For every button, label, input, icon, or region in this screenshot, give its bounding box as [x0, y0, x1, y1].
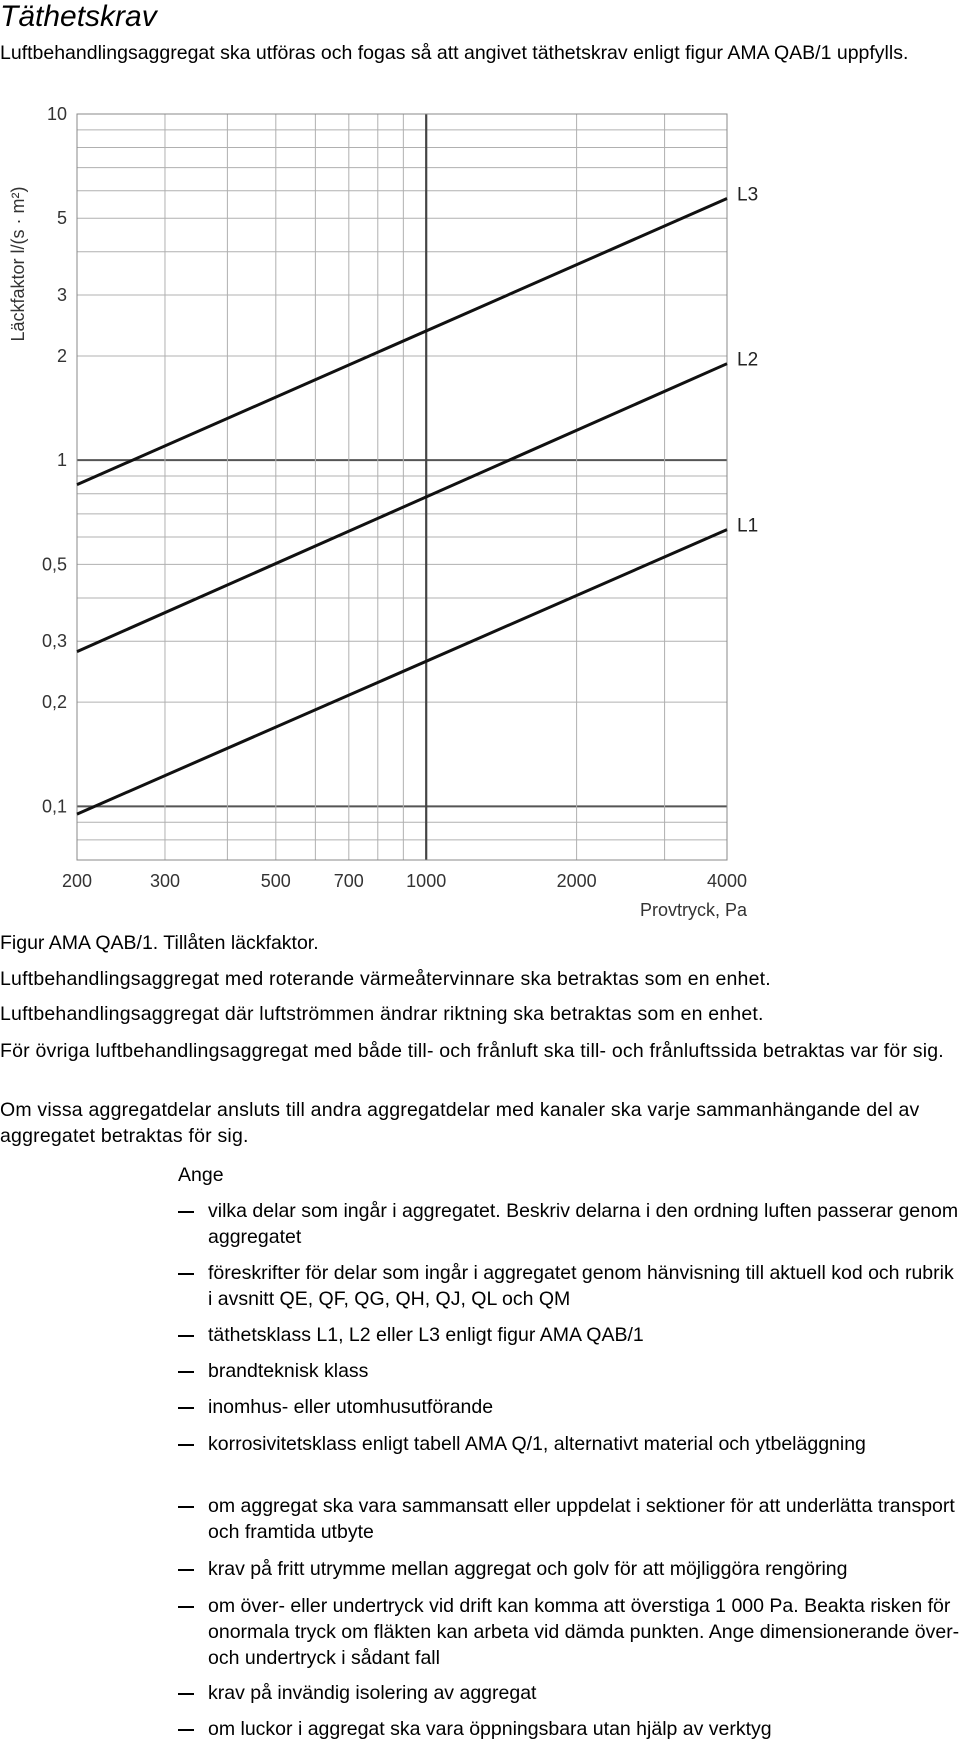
figure-caption: Figur AMA QAB/1. Tillåten läckfaktor. — [0, 932, 319, 954]
x-tick-label: 200 — [61, 871, 93, 891]
intro-paragraph: Luftbehandlingsaggregat ska utföras och fogas så att angivet täthetskrav enligt figur AMA QAB/1 uppfylls. — [0, 42, 909, 64]
list-item-text: om luckor i aggregat ska vara öppningsbara utan hjälp av verktyg — [208, 1718, 772, 1740]
series-label-l1: L1 — [737, 515, 759, 537]
dash-bullet — [178, 1506, 194, 1508]
dash-bullet — [178, 1371, 194, 1373]
x-tick-label: 300 — [149, 871, 180, 891]
paragraph: Luftbehandlingsaggregat med roterande värmeåtervinnare ska betraktas som en enhet. — [0, 968, 771, 990]
ange-label: Ange — [178, 1164, 224, 1186]
dash-bullet — [178, 1335, 194, 1337]
y-tick-label: 2 — [56, 345, 67, 366]
y-tick-label: 10 — [46, 104, 67, 124]
y-tick-label: 5 — [56, 208, 67, 229]
dash-bullet — [178, 1729, 194, 1731]
dash-bullet — [178, 1444, 194, 1446]
x-tick-label: 4000 — [706, 871, 748, 891]
y-tick-label: 0,3 — [41, 631, 67, 652]
series-label-l3: L3 — [737, 184, 759, 206]
chart-x-axis-label: Provtryck, Pa — [639, 900, 747, 920]
x-tick-label: 500 — [260, 871, 291, 891]
list-item-text: brandteknisk klass — [208, 1360, 369, 1382]
list-item-text: om aggregat ska vara sammansatt eller uppdelat i sektioner för att underlätta transport och framtida utbyte — [208, 1495, 955, 1543]
list-item-text: krav på fritt utrymme mellan aggregat och golv för att möjliggöra rengöring — [208, 1558, 848, 1580]
y-tick-label: 0,1 — [41, 796, 67, 817]
y-tick-label: 0,5 — [41, 554, 67, 575]
series-label-l2: L2 — [737, 349, 759, 371]
y-tick-label: 0,2 — [41, 692, 67, 713]
dash-bullet — [178, 1569, 194, 1571]
list-item-text: inomhus- eller utomhusutförande — [208, 1396, 494, 1418]
list-item-text: täthetsklass L1, L2 eller L3 enligt figur AMA QAB/1 — [208, 1324, 644, 1346]
page-title: Täthetskrav — [0, 0, 157, 33]
list-item-text: föreskrifter för delar som ingår i aggregatet genom hänvisning till aktuell kod och rubrik i avsnitt QE, QF, QG, QH, QJ, QL och QM — [208, 1262, 954, 1310]
list-item-text: krav på invändig isolering av aggregat — [208, 1682, 537, 1704]
dash-bullet — [178, 1693, 194, 1695]
x-tick-label: 2000 — [556, 871, 597, 891]
list-item-text: korrosivitetsklass enligt tabell AMA Q/1, alternativt material och ytbeläggning — [208, 1433, 866, 1455]
paragraph: Luftbehandlingsaggregat där luftströmmen ändrar riktning ska betraktas som en enhet. — [0, 1003, 764, 1025]
paragraph: För övriga luftbehandlingsaggregat med både till- och frånluft ska till- och frånluftssida betraktas var för sig. — [0, 1040, 944, 1062]
x-tick-label: 700 — [333, 871, 364, 891]
dash-bullet — [178, 1273, 194, 1275]
dash-bullet — [178, 1407, 194, 1409]
y-tick-label: 3 — [56, 285, 67, 306]
list-item-text: om över- eller undertryck vid drift kan komma att överstiga 1 000 Pa. Beakta risken för onormala tryck om fläkten kan arbeta vid dämda punkten. Ange dimensionerande över- och undertryck i sådant fall — [208, 1595, 960, 1669]
paragraph: Om vissa aggregatdelar ansluts till andra aggregatdelar med kanaler ska varje sammanhängande del av aggregatet betraktas för sig. — [0, 1099, 920, 1147]
dash-bullet — [178, 1211, 194, 1213]
dash-bullet — [178, 1606, 194, 1608]
x-tick-label: 1000 — [406, 871, 447, 891]
y-tick-label: 1 — [56, 450, 67, 471]
chart-y-axis-label: Läckfaktor l/(s · m²) — [8, 186, 28, 342]
list-item-text: vilka delar som ingår i aggregatet. Beskriv delarna i den ordning luften passerar genom aggregatet — [208, 1200, 959, 1248]
